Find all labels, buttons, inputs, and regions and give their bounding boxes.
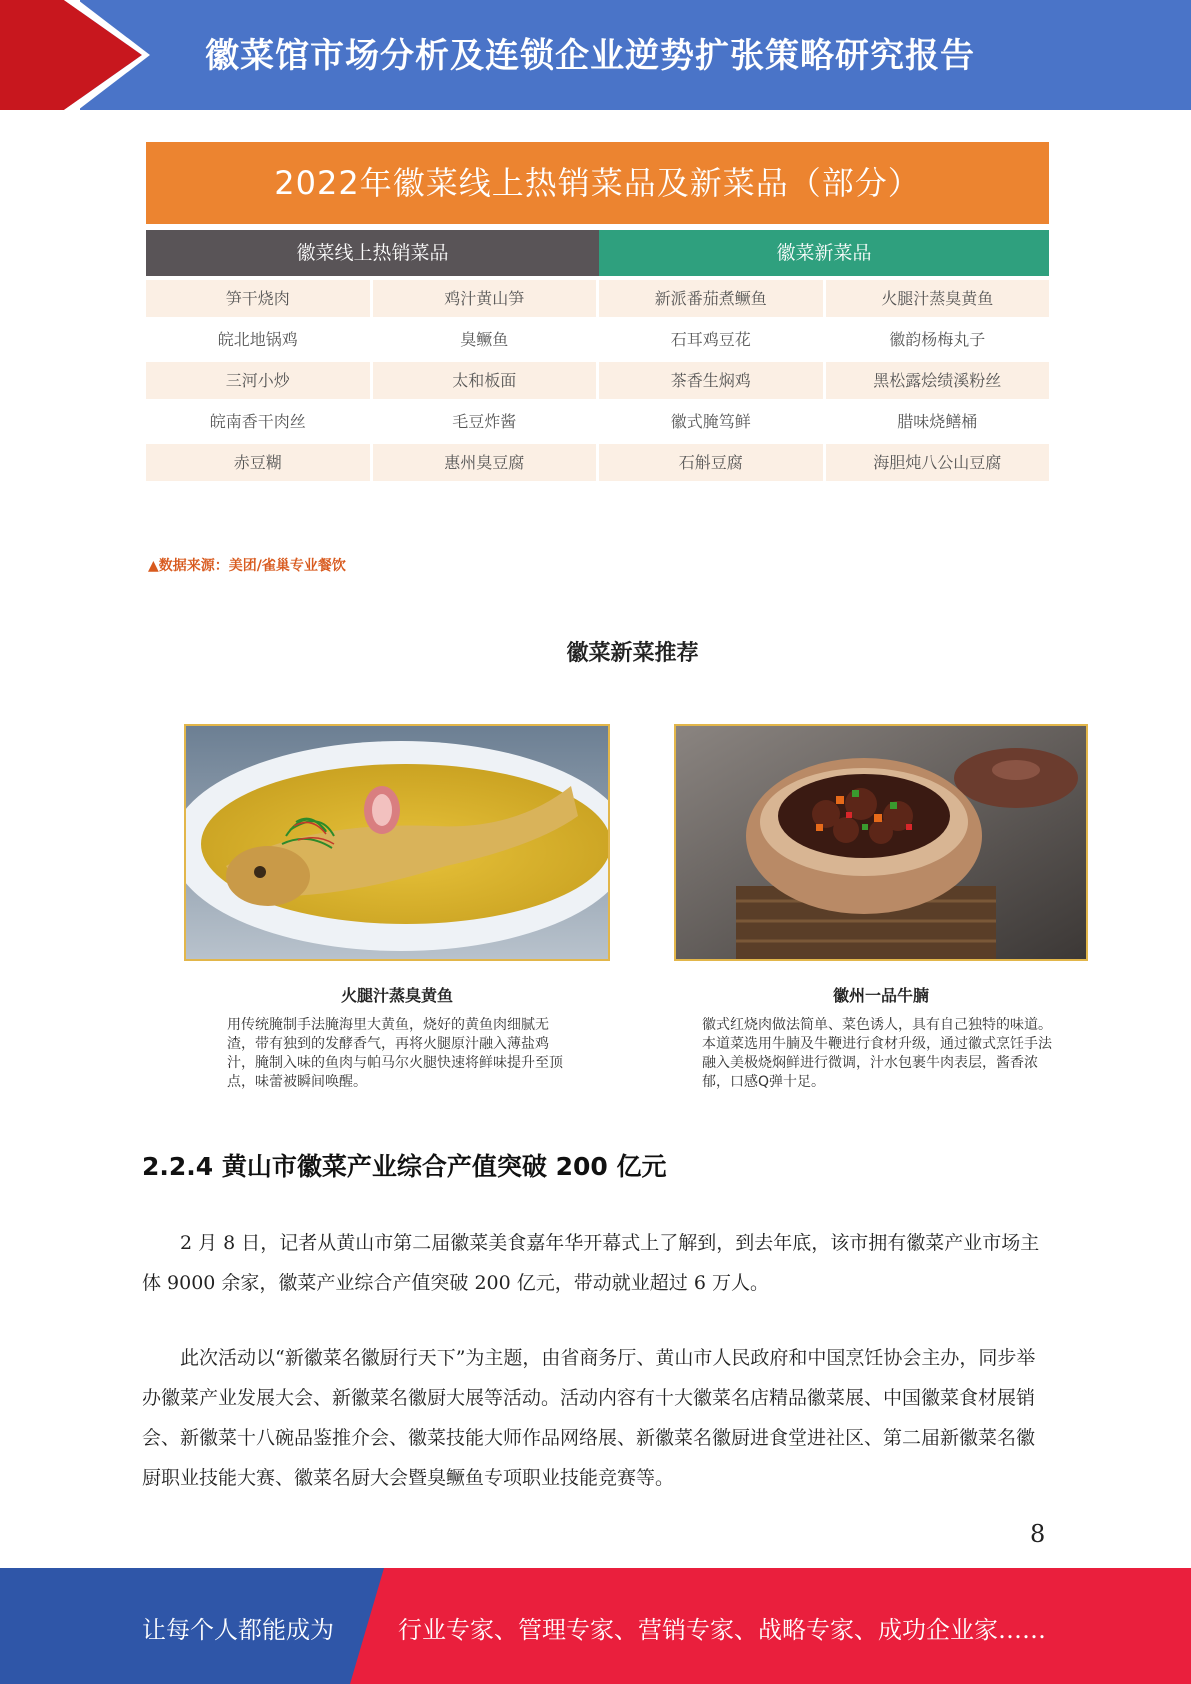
table-cell: 皖北地锅鸡 <box>146 321 370 358</box>
footer-slogan-left: 让每个人都能成为 <box>142 1616 334 1644</box>
table-cell: 毛豆炸酱 <box>373 403 597 440</box>
table-cell: 皖南香干肉丝 <box>146 403 370 440</box>
table-cell: 太和板面 <box>373 362 597 399</box>
table-row <box>146 403 1049 440</box>
header-banner <box>0 0 1191 110</box>
table-cell: 笋干烧肉 <box>146 280 370 317</box>
beef-dish-name: 徽州一品牛腩 <box>832 986 929 1005</box>
table-cell: 腊味烧鳝桶 <box>826 403 1050 440</box>
table-cell: 三河小炒 <box>146 362 370 399</box>
table-header-new-dishes: 徽菜新菜品 <box>599 230 1049 276</box>
table-cell: 黑松露烩绩溪粉丝 <box>826 362 1050 399</box>
section-heading: 2.2.4 黄山市徽菜产业综合产值突破 200 亿元 <box>142 1152 667 1181</box>
table-cell: 赤豆糊 <box>146 444 370 481</box>
table-cell: 火腿汁蒸臭黄鱼 <box>826 280 1050 317</box>
page-number: 8 <box>1030 1520 1046 1548</box>
table-row <box>146 444 1049 481</box>
table-cell: 臭鳜鱼 <box>373 321 597 358</box>
dish-table <box>146 142 1049 485</box>
table-title: 2022年徽菜线上热销菜品及新菜品（部分） <box>146 142 1049 224</box>
table-row <box>146 362 1049 399</box>
table-row <box>146 280 1049 317</box>
paragraph: 2 月 8 日，记者从黄山市第二届徽菜美食嘉年华开幕式上了解到，到去年底，该市拥有徽菜产业市场主体 9000 余家，徽菜产业综合产值突破 200 亿元，带动就业超过 6 万人。 <box>142 1232 1040 1294</box>
footer-slogan-right: 行业专家、管理专家、营销专家、战略专家、成功企业家…… <box>398 1616 1046 1644</box>
table-cell: 石耳鸡豆花 <box>599 321 823 358</box>
table-cell: 鸡汁黄山笋 <box>373 280 597 317</box>
recommend-title: 徽菜新菜推荐 <box>566 641 699 666</box>
fish-dish-name: 火腿汁蒸臭黄鱼 <box>340 986 453 1005</box>
table-header <box>146 230 1049 276</box>
table-cell: 徽韵杨梅丸子 <box>826 321 1050 358</box>
footer-banner <box>0 1568 1191 1684</box>
table-cell: 徽式腌笃鲜 <box>599 403 823 440</box>
table-cell: 石斛豆腐 <box>599 444 823 481</box>
data-source-note: ▲数据来源：美团/雀巢专业餐饮 <box>148 558 346 574</box>
table-cell: 茶香生焖鸡 <box>599 362 823 399</box>
table-cell: 新派番茄煮鳜鱼 <box>599 280 823 317</box>
table-cell: 海胆炖八公山豆腐 <box>826 444 1050 481</box>
fish-dish-description: 用传统腌制手法腌海里大黄鱼，烧好的黄鱼肉细腻无渣，带有独到的发酵香气，再将火腿原汁融入薄盐鸡汁，腌制入味的鱼肉与帕马尔火腿快速将鲜味提升至顶点，味蕾被瞬间唤醒。 <box>227 1017 563 1090</box>
table-cell: 惠州臭豆腐 <box>373 444 597 481</box>
fish-dish-photo <box>184 724 610 961</box>
beef-dish-photo <box>674 724 1088 961</box>
table-body <box>146 280 1049 481</box>
table-header-hot-dishes: 徽菜线上热销菜品 <box>146 230 599 276</box>
document-title: 徽菜馆市场分析及连锁企业逆势扩张策略研究报告 <box>205 36 975 76</box>
header-arrow-shape <box>0 0 150 110</box>
table-row <box>146 321 1049 358</box>
paragraph: 此次活动以“新徽菜名徽厨行天下”为主题，由省商务厅、黄山市人民政府和中国烹饪协会主办，同步举办徽菜产业发展大会、新徽菜名徽厨大展等活动。活动内容有十大徽菜名店精品徽菜展、中国徽菜食材展销会、新徽菜十八碗品鉴推介会、徽菜技能大师作品网络展、新徽菜名徽厨进食堂进社区、第二届新徽菜名徽厨职业技能大赛、徽菜名厨大会暨臭鳜鱼专项职业技能竞赛等。 <box>142 1347 1036 1489</box>
beef-dish-description: 徽式红烧肉做法简单、菜色诱人，具有自己独特的味道。本道菜选用牛腩及牛鞭进行食材升级，通过徽式烹饪手法融入美极烧焖鲜进行微调，汁水包裹牛肉表层，酱香浓郁，口感Q弹十足。 <box>702 1017 1052 1090</box>
